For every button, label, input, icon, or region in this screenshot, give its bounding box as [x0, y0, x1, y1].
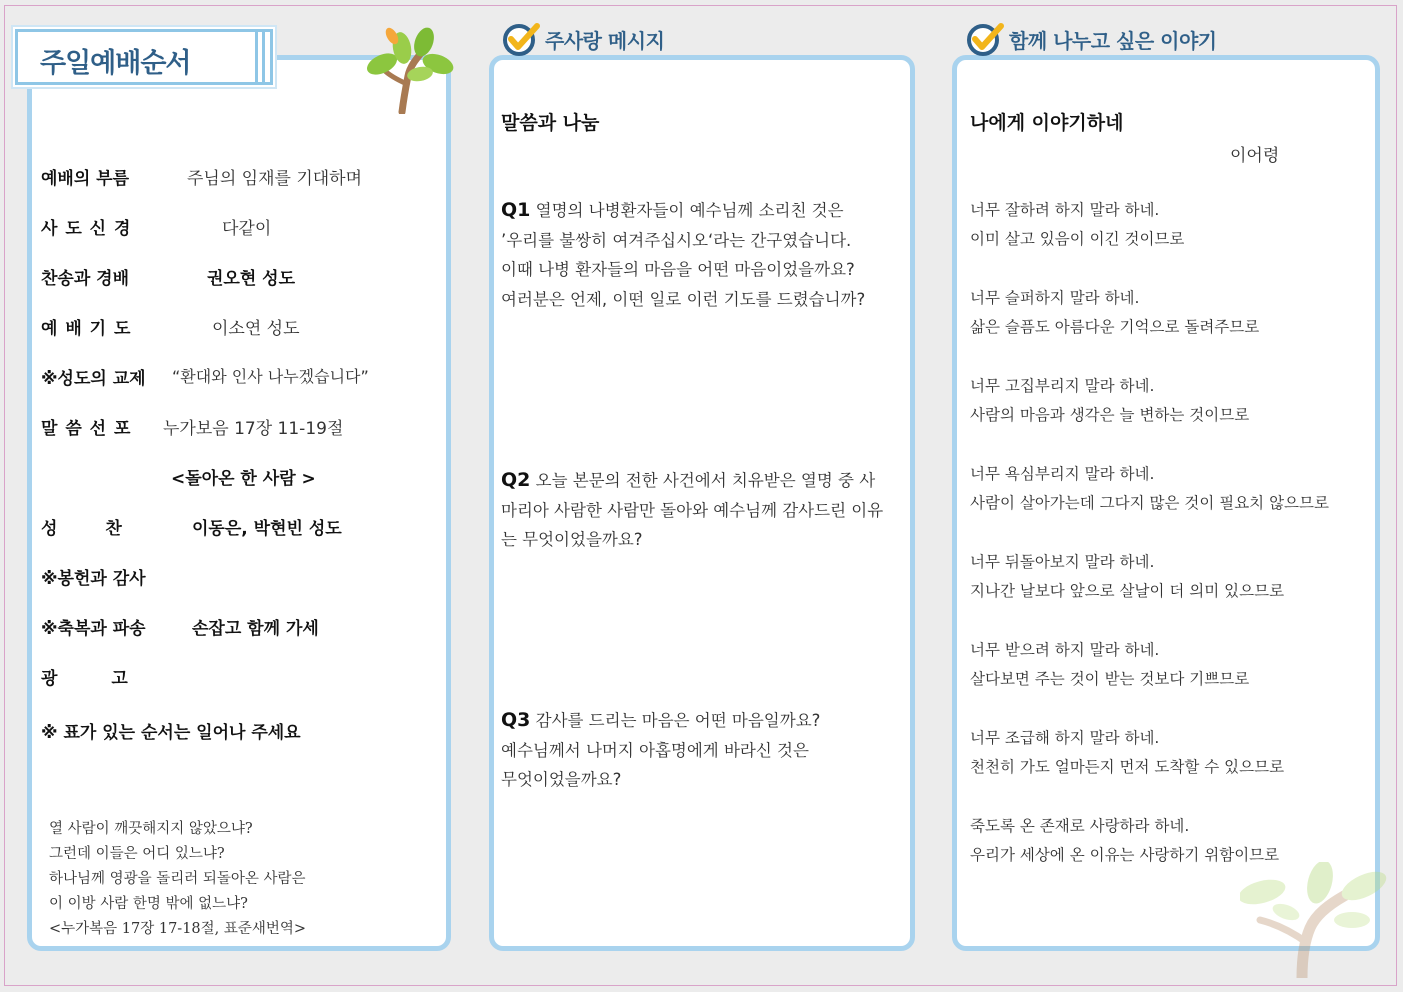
question-number: Q1: [501, 199, 531, 221]
poem-line: 사람의 마음과 생각은 늘 변하는 것이므로: [970, 406, 1250, 424]
question-number: Q2: [501, 469, 531, 491]
question-line: 마리아 사람한 사람만 돌아와 예수님께 감사드린 이유: [501, 500, 884, 520]
poem-stanza: [970, 372, 1249, 430]
question-1: [501, 196, 865, 314]
poem-line: 삶은 슬픔도 아름다운 기억으로 돌려주므로: [970, 318, 1260, 336]
worship-order-title: 주일예배순서: [40, 48, 191, 79]
faded-tree-icon: [1240, 862, 1390, 978]
poem-line: 죽도록 온 존재로 사랑하라 하네.: [970, 817, 1190, 835]
story-header: [967, 22, 1217, 56]
poem-line: 너무 뒤돌아보지 말라 하네.: [970, 553, 1155, 571]
question-line: 무엇이었을까요?: [501, 770, 622, 789]
poem-line: 우리가 세상에 온 이유는 사랑하기 위함이므로: [970, 846, 1280, 864]
question-2: [501, 466, 883, 555]
question-line: ’우리를 불쌍히 여겨주십시오‘라는 간구였습니다.: [501, 230, 852, 250]
question-line: 열명의 나병환자들이 예수님께 소리친 것은: [535, 201, 844, 220]
verse-line: 열 사람이 깨끗해지지 않았으냐?: [49, 821, 253, 837]
poem-stanza: [970, 724, 1284, 782]
verse-line: 하나님께 영광을 돌리러 되돌아온 사람은: [49, 871, 306, 887]
sermon-title: <돌아온 한 사람 >: [171, 469, 316, 489]
question-number: Q3: [501, 709, 531, 731]
poem-line: 살다보면 주는 것이 받는 것보다 기쁘므로: [970, 670, 1250, 688]
message-title: 주사랑 메시지: [545, 28, 665, 53]
poem-stanza: [970, 548, 1284, 606]
order-value-call: 주님의 임재를 기대하며: [187, 169, 363, 189]
tree-icon: [362, 26, 454, 114]
check-icon: [503, 22, 541, 56]
order-label-communion: 성 찬: [41, 519, 122, 539]
order-value-communion: 이동은, 박현빈 성도: [192, 519, 342, 539]
poem-stanza: [970, 284, 1259, 342]
poem-line: 너무 욕심부리지 말라 하네.: [970, 465, 1155, 483]
order-label-announcements: 광 고: [41, 669, 128, 689]
poem-line: 너무 받으려 하지 말라 하네.: [970, 641, 1160, 659]
question-line: 는 무엇이었을까요?: [501, 530, 643, 549]
verse-line: 그런데 이들은 어디 있느냐?: [49, 846, 225, 862]
order-value-sermon: 누가보음 17장 11-19절: [163, 419, 344, 439]
standing-note: ※ 표가 있는 순서는 일어나 주세요: [41, 723, 301, 743]
poem-line: 이미 살고 있음이 이긴 것이므로: [970, 230, 1185, 248]
poem-author: 이어령: [1230, 146, 1280, 166]
question-line: 여러분은 언제, 이떤 일로 이런 기도를 드렸습니까?: [501, 289, 866, 309]
check-icon: [967, 22, 1005, 56]
question-line: 이때 나병 환자들의 마음을 어떤 마음이었을까요?: [501, 260, 855, 279]
order-label-offering: ※봉헌과 감사: [41, 569, 146, 589]
order-label-creed: 사 도 신 경: [41, 219, 132, 239]
message-heading: 말씀과 나눔: [501, 112, 600, 134]
order-value-fellowship: “환대와 인사 나누겠습니다”: [172, 367, 369, 386]
poem-stanza: [970, 460, 1329, 518]
poem-line: 너무 슬퍼하지 말라 하네.: [970, 289, 1140, 307]
story-title: 함께 나누고 싶은 이야기: [1009, 28, 1217, 53]
verse-line: 이 이방 사람 한명 밖에 없느냐?: [49, 896, 248, 912]
question-3: [501, 706, 820, 795]
order-label-prayer: 예 배 기 도: [41, 319, 132, 339]
verse-reference: <누가복음 17장 17-18절, 표준새번역>: [49, 921, 307, 937]
order-label-praise: 찬송과 경배: [41, 269, 130, 289]
order-value-benediction: 손잡고 함께 가세: [192, 619, 319, 639]
order-label-benediction: ※축복과 파송: [41, 619, 146, 639]
message-header: [503, 22, 664, 56]
poem-stanza: [970, 636, 1249, 694]
order-label-fellowship: ※성도의 교제: [41, 369, 146, 389]
poem-line: 지나간 날보다 앞으로 살날이 더 의미 있으므로: [970, 582, 1285, 600]
question-line: 오늘 본문의 전한 사건에서 치유받은 열명 중 사: [535, 471, 876, 490]
order-value-creed: 다같이: [222, 219, 272, 239]
order-value-prayer: 이소연 성도: [212, 319, 300, 339]
poem-line: 너무 잘하려 하지 말라 하네.: [970, 201, 1160, 219]
poem-line: 너무 고집부리지 말라 하네.: [970, 377, 1155, 395]
order-value-praise: 권오현 성도: [207, 269, 296, 289]
order-label-sermon: 말 씀 선 포: [41, 419, 132, 439]
question-line: 예수님께서 나머지 아홉명에게 바라신 것은: [501, 740, 809, 760]
worship-order-title-badge: [15, 29, 273, 85]
question-line: 감사를 드리는 마음은 어떤 마음일까요?: [535, 711, 821, 730]
order-label-call: 예배의 부름: [41, 169, 130, 189]
poem-line: 천천히 가도 얼마든지 먼저 도착할 수 있으므로: [970, 758, 1285, 776]
poem-title: 나에게 이야기하네: [970, 112, 1124, 134]
poem-line: 너무 조급해 하지 말라 하네.: [970, 729, 1160, 747]
poem-stanza: [970, 812, 1279, 870]
poem-line: 사람이 살아가는데 그다지 많은 것이 필요치 않으므로: [970, 494, 1329, 512]
poem-stanza: [970, 196, 1184, 254]
